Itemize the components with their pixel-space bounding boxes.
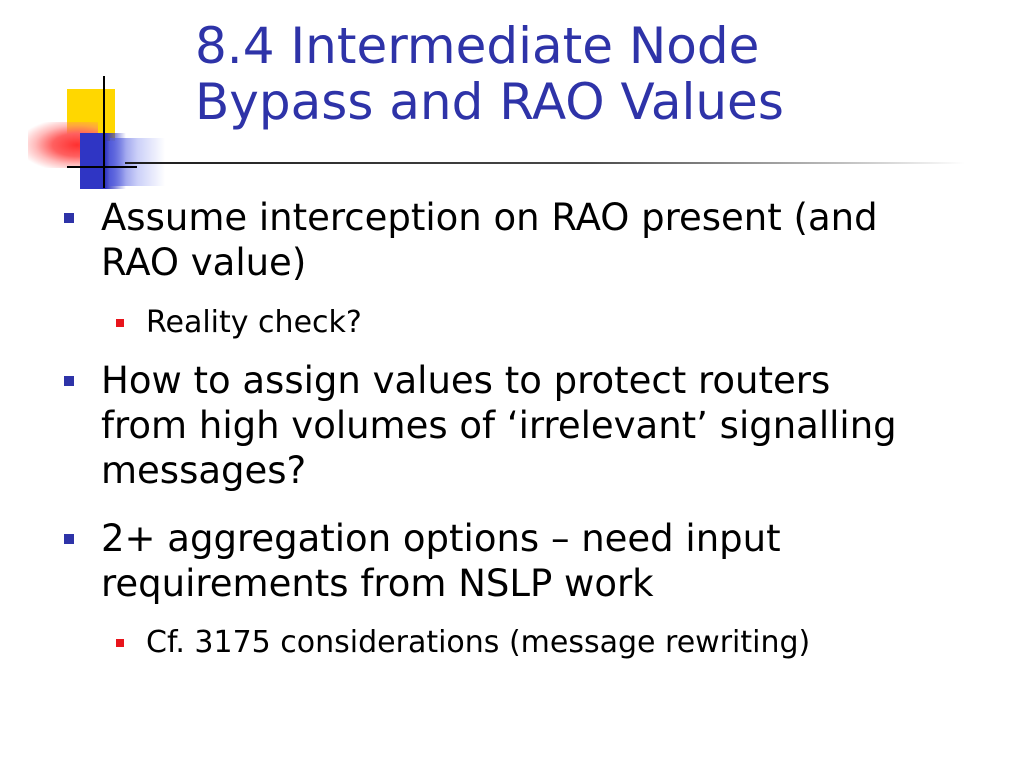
slide-title-line-1: 8.4 Intermediate Node <box>195 17 760 75</box>
sub-bullet-line: Cf. 3175 considerations (message rewriting) <box>146 625 811 660</box>
sub-bullet-cf-3175 <box>146 625 986 661</box>
sub-bullet-reality-check <box>146 305 986 341</box>
bullet-marker-blue <box>64 213 74 223</box>
bullet-marker-blue <box>64 534 74 544</box>
bullet-line: 2+ aggregation options – need input <box>101 517 781 560</box>
bullet-line: Assume interception on RAO present (and <box>101 196 878 239</box>
bullet-marker-red <box>116 319 124 327</box>
bullet-marker-red <box>116 639 124 647</box>
slide-title-line-2: Bypass and RAO Values <box>195 73 784 131</box>
bullet-line: requirements from NSLP work <box>101 562 654 605</box>
bullet-line: How to assign values to protect routers <box>101 359 831 402</box>
bullet-line: from high volumes of ‘irrelevant’ signalling <box>101 404 897 447</box>
bullet-marker-blue <box>64 376 74 386</box>
bullet-assume-interception <box>101 195 981 285</box>
bullet-line: messages? <box>101 449 307 492</box>
sub-bullet-line: Reality check? <box>146 305 362 340</box>
bullet-aggregation-options <box>101 516 981 606</box>
bullet-assign-values <box>101 358 981 493</box>
bullet-line: RAO value) <box>101 241 307 284</box>
